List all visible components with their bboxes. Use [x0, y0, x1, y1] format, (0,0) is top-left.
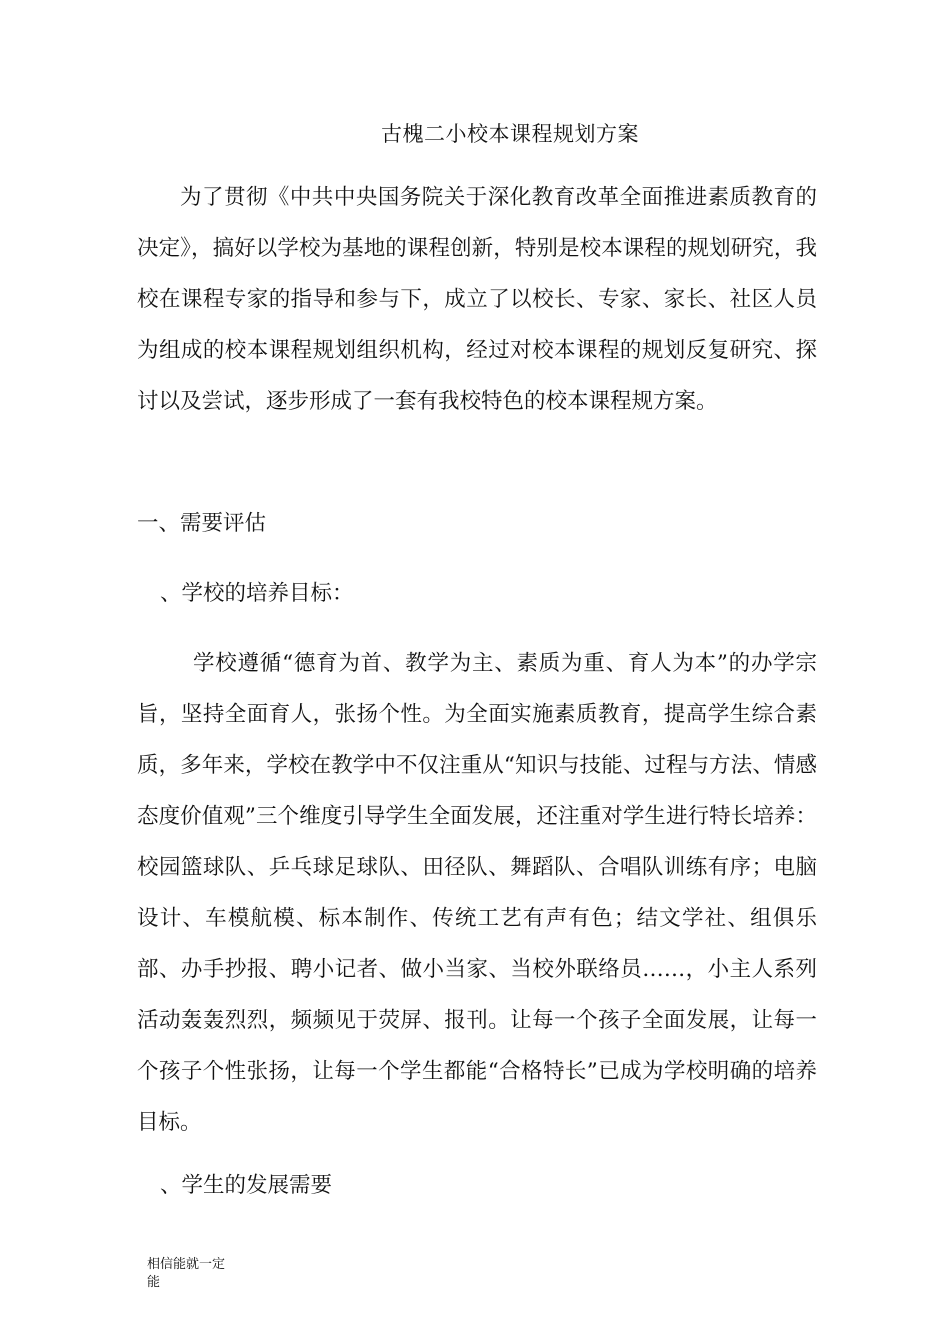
school-goals-paragraph: 学校遵循“德育为首、教学为主、素质为重、育人为本”的办学宗旨，坚持全面育人，张扬个性。为全面实施素质教育，提高学生综合素质，多年来，学校在教学中不仅注重从“知识与技能、过程与方法、情感态度价值观”三个维度引导学生全面发展，还注重对学生进行特长培养：校园篮球队、乒乓球足球队、田径队、舞蹈队、合唱队训练有序；电脑设计、车模航模、标本制作、传统工艺有声有色；结文学社、组俱乐部、办手抄报、聘小记者、做小当家、当校外联络员……，小主人系列活动轰轰烈烈，频频见于荧屏、报刊。让每一个孩子全面发展，让每一个孩子个性张扬，让每一个学生都能“合格特长”已成为学校明确的培养目标。	[137, 651, 817, 1135]
intro-paragraph: 为了贯彻《中共中央国务院关于深化教育改革全面推进素质教育的决定》，搞好以学校为基地的课程创新，特别是校本课程的规划研究，我校在课程专家的指导和参与下，成立了以校长、专家、家长、社区人员为组成的校本课程规划组织机构，经过对校本课程的规划反复研究、探讨以及尝试，逐步形成了一套有我校特色的校本课程规方案。	[137, 185, 817, 414]
document-title: 古槐二小校本课程规划方案	[381, 122, 639, 146]
section-heading-needs-assessment: 一、需要评估	[137, 511, 267, 536]
subheading-student-needs: 、学生的发展需要	[160, 1173, 333, 1198]
subheading-school-goals: 、学校的培养目标：	[160, 581, 354, 606]
page-footer-text: 相信能就一定能	[147, 1257, 226, 1290]
